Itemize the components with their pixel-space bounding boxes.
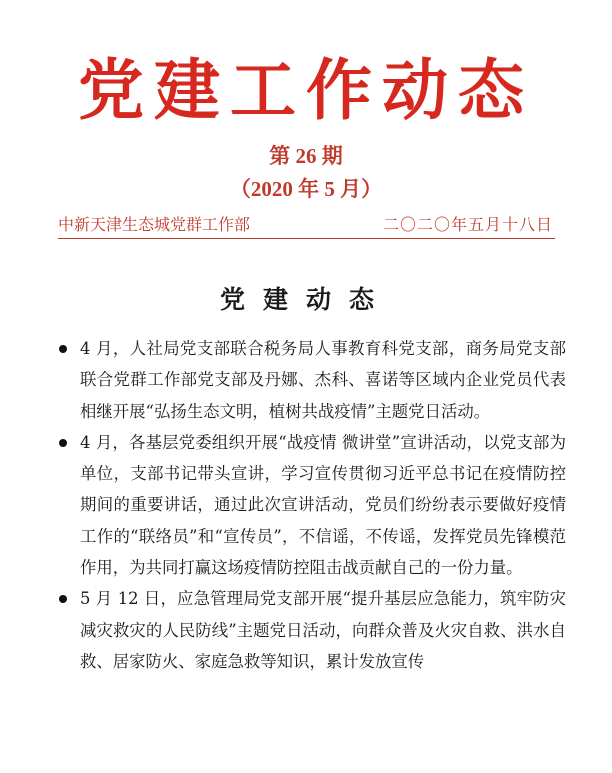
news-item [58,427,566,583]
news-item-text: 5 月 12 日，应急管理局党支部开展“提升基层应急能力，筑牢防灾减灾救灾的人民防线”主题党日活动，向群众普及火灾自救、洪水自救、居家防火、家庭急救等知识，累计发放宣传 [80,589,566,671]
issue-number: 第 26 期 [269,144,343,168]
news-item-text: 4 月，各基层党委组织开展“战疫情 微讲堂”宣讲活动，以党支部为单位，支部书记带头宣讲，学习宣传贯彻习近平总书记在疫情防控期间的重要讲话，通过此次宣讲活动，党员们纷纷表示要做好疫情工作的“联络员”和“宣传员”，不信谣，不传谣，发挥党员先锋模范作用，为共同打赢这场疫情防控阻击战贡献自己的一份力量。 [80,432,566,578]
news-list [58,333,566,677]
bullet-icon [59,439,67,447]
bullet-icon [59,595,67,603]
masthead-title: 党建工作动态 [78,51,534,129]
news-item [58,333,566,427]
section-title: 党建动态 [219,285,392,314]
publish-date: 二〇二〇年五月十八日 [382,215,553,234]
bullet-icon [59,345,67,353]
news-item [58,583,566,677]
news-item-text: 4 月，人社局党支部联合税务局人事教育科党支部，商务局党支部联合党群工作部党支部及丹娜、杰科、喜诺等区域内企业党员代表相继开展“弘扬生态文明，植树共战疫情”主题党日活动。 [80,339,566,421]
department-name: 中新天津生态城党群工作部 [58,215,251,234]
publisher-line [58,214,555,239]
issue-period: （2020 年 5 月） [229,177,383,201]
